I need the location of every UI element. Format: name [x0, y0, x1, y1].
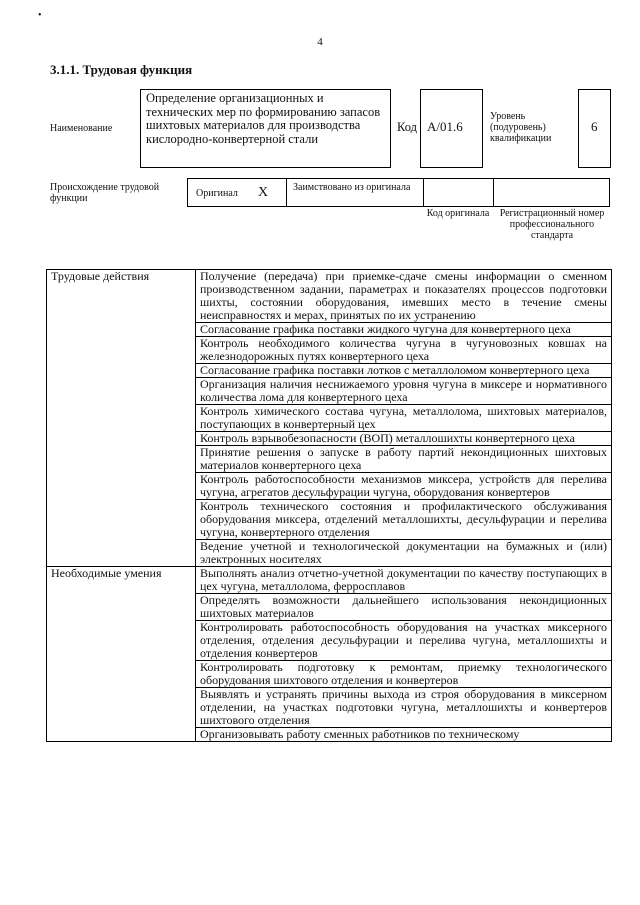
labor-action-item: Контроль технического состояния и профилактического обслуживания оборудования миксера, отделений металлошихты, десульфурации и перелива чугуна, конвертерного отделения: [196, 500, 612, 540]
reg-number-cell: [493, 178, 610, 207]
original-code-cell: [423, 178, 494, 207]
section-title: 3.1.1. Трудовая функция: [50, 62, 193, 77]
original-mark: X: [258, 185, 269, 200]
labor-action-item: Контроль необходимого количества чугуна в чугуновозных ковшах на железнодорожных путях конвертерного цеха: [196, 337, 612, 364]
reg-caption: Регистрационный номер профессионального стандарта: [499, 208, 605, 241]
labor-action-item: Согласование графика поставки лотков с металлоломом конвертерного цеха: [196, 364, 612, 378]
skill-item: Контролировать работоспособность оборудования на участках миксерного отделения, отделения десульфурации и перелива чугуна, металлошихты и отделения конвертеров: [196, 621, 612, 661]
function-name: Определение организационных и технических мер по формированию запасов шихтовых материалов для производства кислородно-конвертерной стали: [146, 91, 381, 146]
skill-item: Определять возможности дальнейшего использования некондиционных шихтовых материалов: [196, 594, 612, 621]
original-label: Оригинал: [196, 188, 238, 199]
code-caption: Код оригинала: [426, 208, 490, 219]
labor-action-item: Согласование графика поставки жидкого чугуна для конвертерного цеха: [196, 323, 612, 337]
level-box: [578, 89, 611, 168]
table-row: [47, 567, 612, 594]
borrowed-cell: [286, 178, 424, 207]
labor-actions-label: Трудовые действия: [47, 270, 196, 567]
labor-action-item: Контроль работоспособности механизмов миксера, устройств для перелива чугуна, агрегатов десульфурации чугуна, оборудования конвертеров: [196, 473, 612, 500]
labor-action-item: Ведение учетной и технологической документации на бумажных и (или) электронных носителях: [196, 540, 612, 567]
code-box: [420, 89, 483, 168]
skill-item: Выявлять и устранять причины выхода из строя оборудования в миксерном отделении, на участках подготовки чугуна, металлошихты и конвертеров шихтового отделения: [196, 688, 612, 728]
name-label: Наименование: [50, 123, 113, 134]
code-value: А/01.6: [427, 119, 463, 134]
original-cell: [187, 178, 287, 207]
labor-action-item: Получение (передача) при приемке-сдаче смены информации о сменном производственном задании, параметрах и показателях процессов подготовки шихты, состоянии оборудования, имевших место в течение смены неисправностях и мерах, принятых по их устранению: [196, 270, 612, 323]
borrowed-label: Заимствовано из оригинала: [293, 182, 411, 193]
origin-label: Происхождение трудовой функции: [50, 182, 160, 204]
skill-item: Организовывать работу сменных работников по техническому: [196, 728, 612, 742]
level-value: 6: [591, 119, 598, 134]
skills-label: Необходимые умения: [47, 567, 196, 742]
code-label: Код: [397, 120, 417, 134]
page-marker: •: [38, 10, 42, 21]
page-number: 4: [317, 36, 323, 48]
function-table: [46, 269, 612, 742]
function-name-box: [140, 89, 391, 168]
skill-item: Контролировать подготовку к ремонтам, приемку технологического оборудования шихтового отделения и конвертеров: [196, 661, 612, 688]
labor-action-item: Контроль химического состава чугуна, металлолома, шихтовых материалов, поступающих в конвертерный цех: [196, 405, 612, 432]
level-label: Уровень (подуровень) квалификации: [490, 111, 552, 144]
labor-action-item: Принятие решения о запуске в работу партий некондиционных шихтовых материалов конвертерного цеха: [196, 446, 612, 473]
table-row: [47, 270, 612, 323]
labor-action-item: Контроль взрывобезопасности (ВОП) металлошихты конвертерного цеха: [196, 432, 612, 446]
skill-item: Выполнять анализ отчетно-учетной документации по качеству поступающих в цех чугуна, металлолома, ферросплавов: [196, 567, 612, 594]
labor-action-item: Организация наличия неснижаемого уровня чугуна в миксере и нормативного количества лома для конвертерного цеха: [196, 378, 612, 405]
